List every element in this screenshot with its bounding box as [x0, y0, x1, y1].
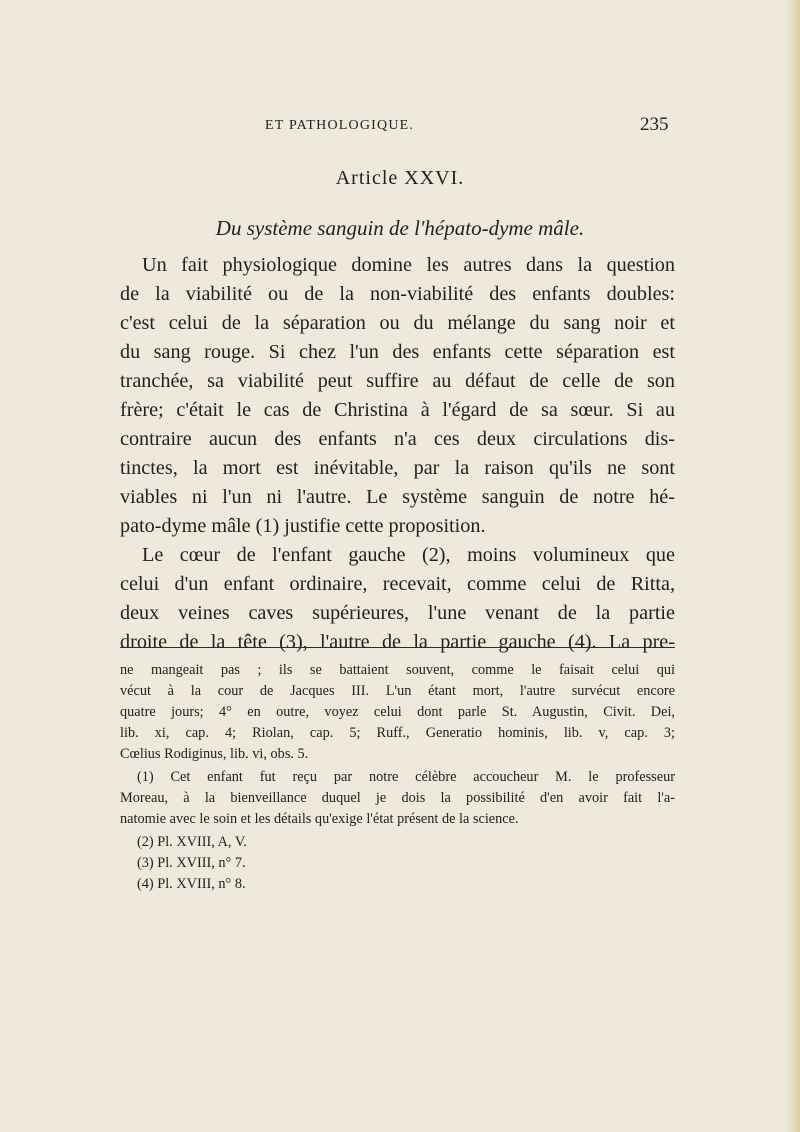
footnote-line: lib. xi, cap. 4; Riolan, cap. 5; Ruff., Generatio hominis, lib. v, cap. 3;	[120, 725, 675, 741]
footnote-line: (3) Pl. XVIII, n° 7.	[137, 855, 246, 871]
body-line: Le cœur de l'enfant gauche (2), moins volumineux que	[142, 544, 675, 566]
running-title: ET PATHOLOGIQUE.	[265, 118, 415, 133]
body-line: tinctes, la mort est inévitable, par la raison qu'ils ne sont	[120, 457, 675, 479]
footnote-line: (2) Pl. XVIII, A, V.	[137, 834, 247, 850]
body-line: Un fait physiologique domine les autres dans la question	[142, 254, 675, 276]
article-heading: Article XXVI.	[335, 167, 465, 189]
body-line: frère; c'était le cas de Christina à l'égard de sa sœur. Si au	[120, 399, 675, 421]
footnote-line: (4) Pl. XVIII, n° 8.	[137, 876, 246, 892]
body-line: celui d'un enfant ordinaire, recevait, comme celui de Ritta,	[120, 573, 675, 595]
footnote-line: vécut à la cour de Jacques III. L'un étant mort, l'autre survécut encore	[120, 683, 675, 699]
footnote-line: ne mangeait pas ; ils se battaient souvent, comme le faisait celui qui	[120, 662, 675, 678]
page-number: 235	[640, 114, 669, 135]
footnote-line: (1) Cet enfant fut reçu par notre célèbre accoucheur M. le professeur	[137, 769, 675, 785]
footnote-divider	[120, 647, 675, 648]
footnote-line: Cœlius Rodiginus, lib. vi, obs. 5.	[120, 746, 309, 762]
body-line: c'est celui de la séparation ou du mélange du sang noir et	[120, 312, 675, 334]
body-line: de la viabilité ou de la non-viabilité des enfants doubles:	[120, 283, 675, 305]
body-line: pato-dyme mâle (1) justifie cette proposition.	[120, 515, 486, 537]
body-line: du sang rouge. Si chez l'un des enfants cette séparation est	[120, 341, 675, 363]
footnote-line: quatre jours; 4° en outre, voyez celui dont parle St. Augustin, Civit. Dei,	[120, 704, 675, 720]
body-line: viables ni l'un ni l'autre. Le système sanguin de notre hé-	[120, 486, 675, 508]
body-line: deux veines caves supérieures, l'une venant de la partie	[120, 602, 675, 624]
body-line: contraire aucun des enfants n'a ces deux circulations dis-	[120, 428, 675, 450]
running-head	[0, 114, 800, 138]
body-line: droite de la tête (3), l'autre de la partie gauche (4). La pre-	[120, 631, 675, 653]
footnote-line: Moreau, à la bienveillance duquel je dois la possibilité d'en avoir fait l'a-	[120, 790, 675, 806]
section-title: Du système sanguin de l'hépato-dyme mâle.	[215, 216, 585, 240]
body-line: tranchée, sa viabilité peut suffire au défaut de celle de son	[120, 370, 675, 392]
footnote-line: natomie avec le soin et les détails qu'exige l'état présent de la science.	[120, 811, 519, 827]
